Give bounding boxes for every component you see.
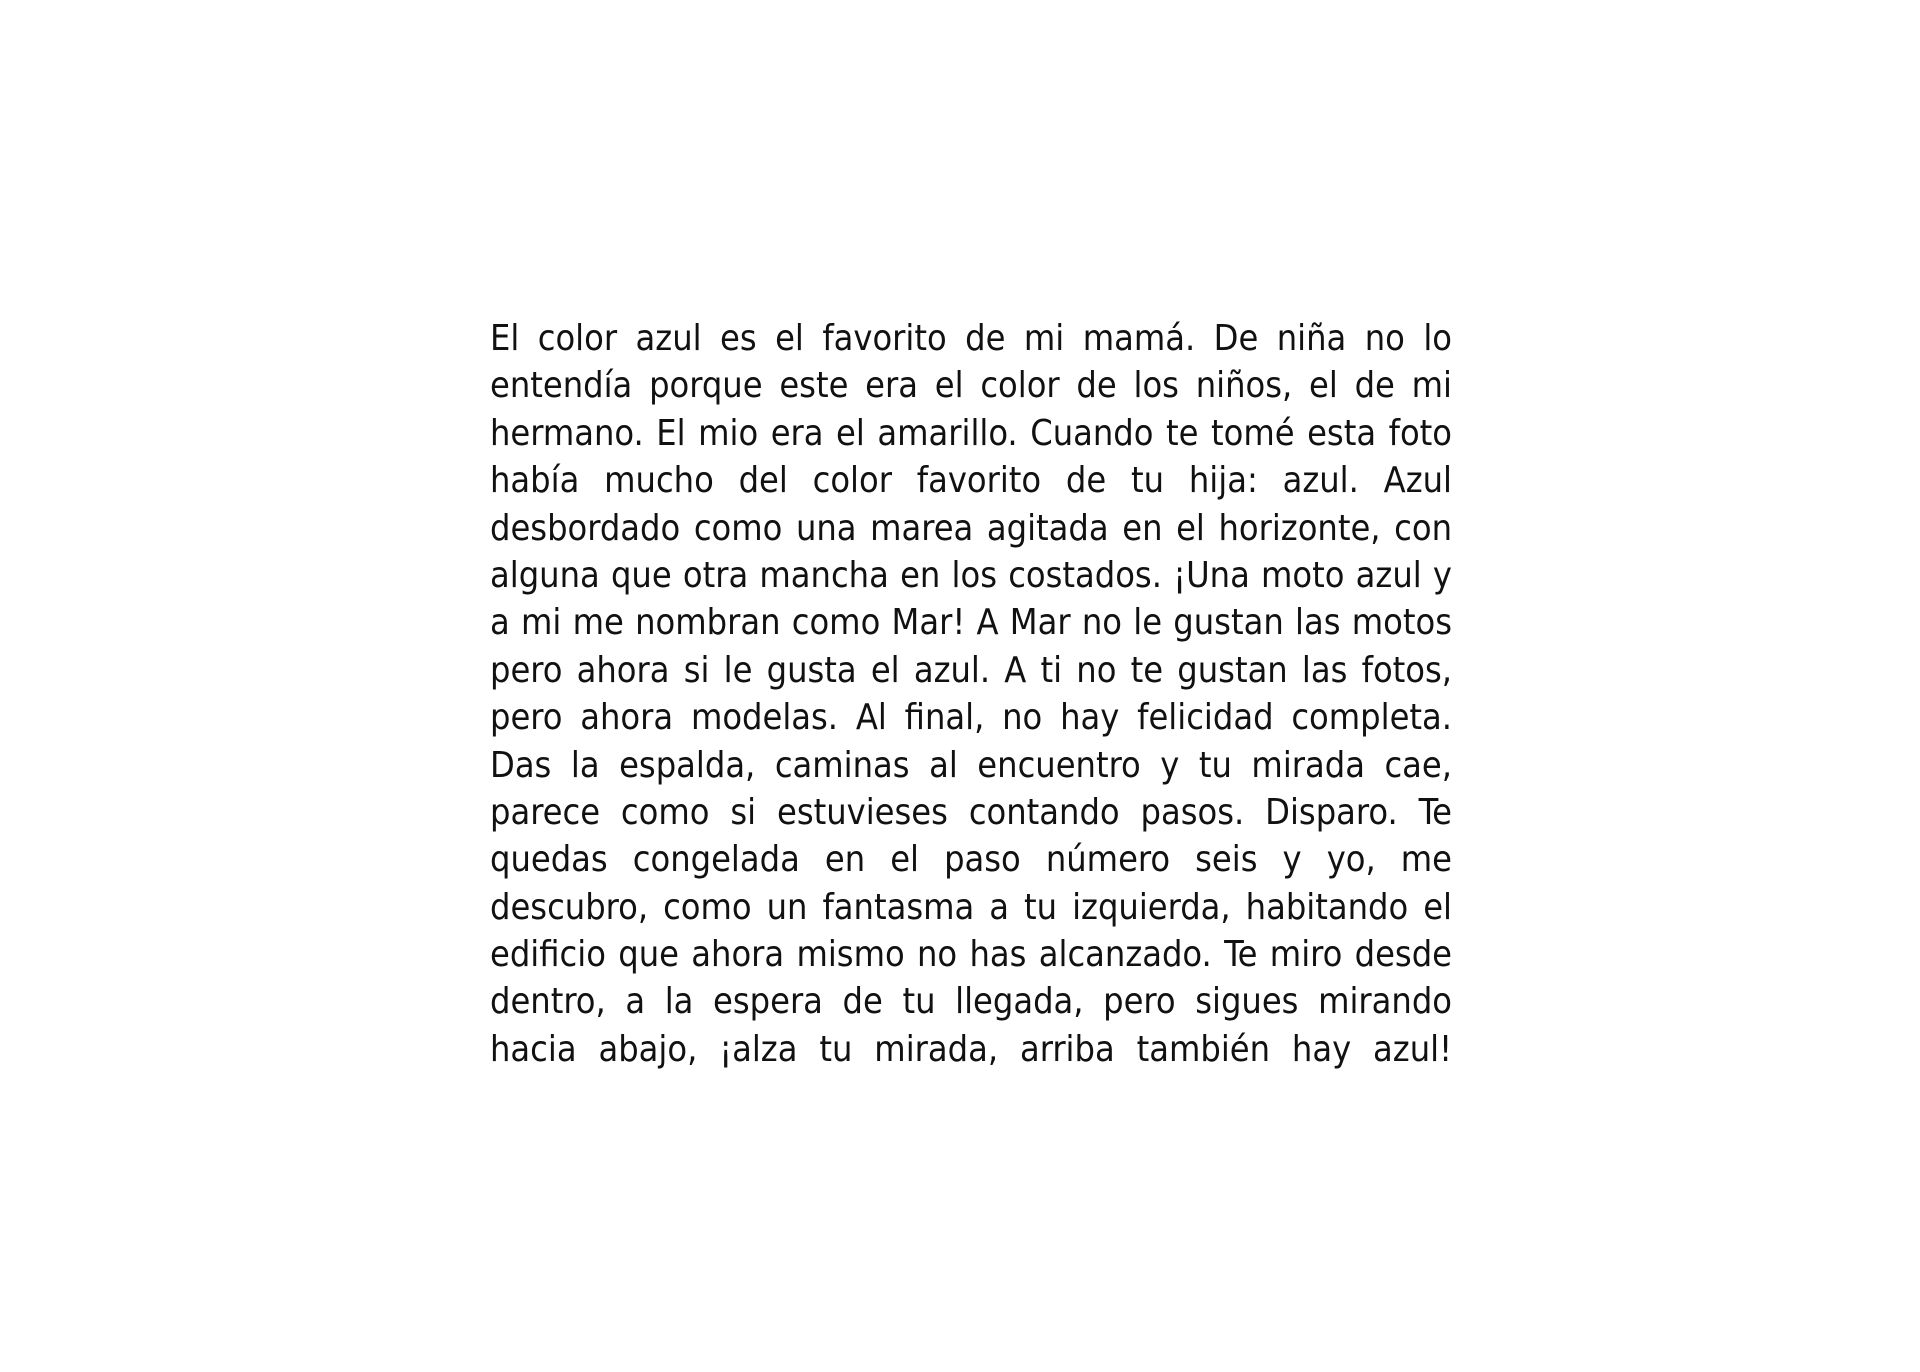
paragraph-line: parece como si estuvieses contando pasos. Disparo. Te — [490, 791, 1452, 833]
paragraph-line: pero ahora si le gusta el azul. A ti no te gustan las fotos, — [490, 649, 1452, 691]
paragraph-line: El color azul es el favorito de mi mamá. De niña no lo — [490, 318, 1452, 359]
paragraph-line: desbordado como una marea agitada en el horizonte, con — [490, 507, 1452, 549]
paragraph — [490, 315, 1452, 1073]
paragraph-line: Das la espalda, caminas al encuentro y tu mirada cae, — [490, 744, 1452, 786]
paragraph-line: alguna que otra mancha en los costados. ¡Una moto azul y — [490, 554, 1452, 596]
paragraph-line: edificio que ahora mismo no has alcanzado. Te miro desde — [490, 934, 1452, 976]
paragraph-line: hermano. El mio era el amarillo. Cuando te tomé esta foto — [490, 412, 1452, 454]
paragraph-line: a mi me nombran como Mar! A Mar no le gustan las motos — [490, 602, 1452, 644]
paragraph-line: pero ahora modelas. Al final, no hay felicidad completa. — [490, 697, 1452, 739]
paragraph-line: dentro, a la espera de tu llegada, pero sigues mirando — [490, 981, 1452, 1023]
paragraph-line: hacia abajo, ¡alza tu mirada, arriba también hay azul! — [490, 1028, 1452, 1070]
paragraph-line: entendía porque este era el color de los niños, el de mi — [490, 365, 1452, 407]
paragraph-line: descubro, como un fantasma a tu izquierda, habitando el — [490, 886, 1452, 928]
paragraph-line: había mucho del color favorito de tu hija: azul. Azul — [490, 460, 1452, 502]
paragraph-line: quedas congelada en el paso número seis y yo, me — [490, 839, 1452, 881]
